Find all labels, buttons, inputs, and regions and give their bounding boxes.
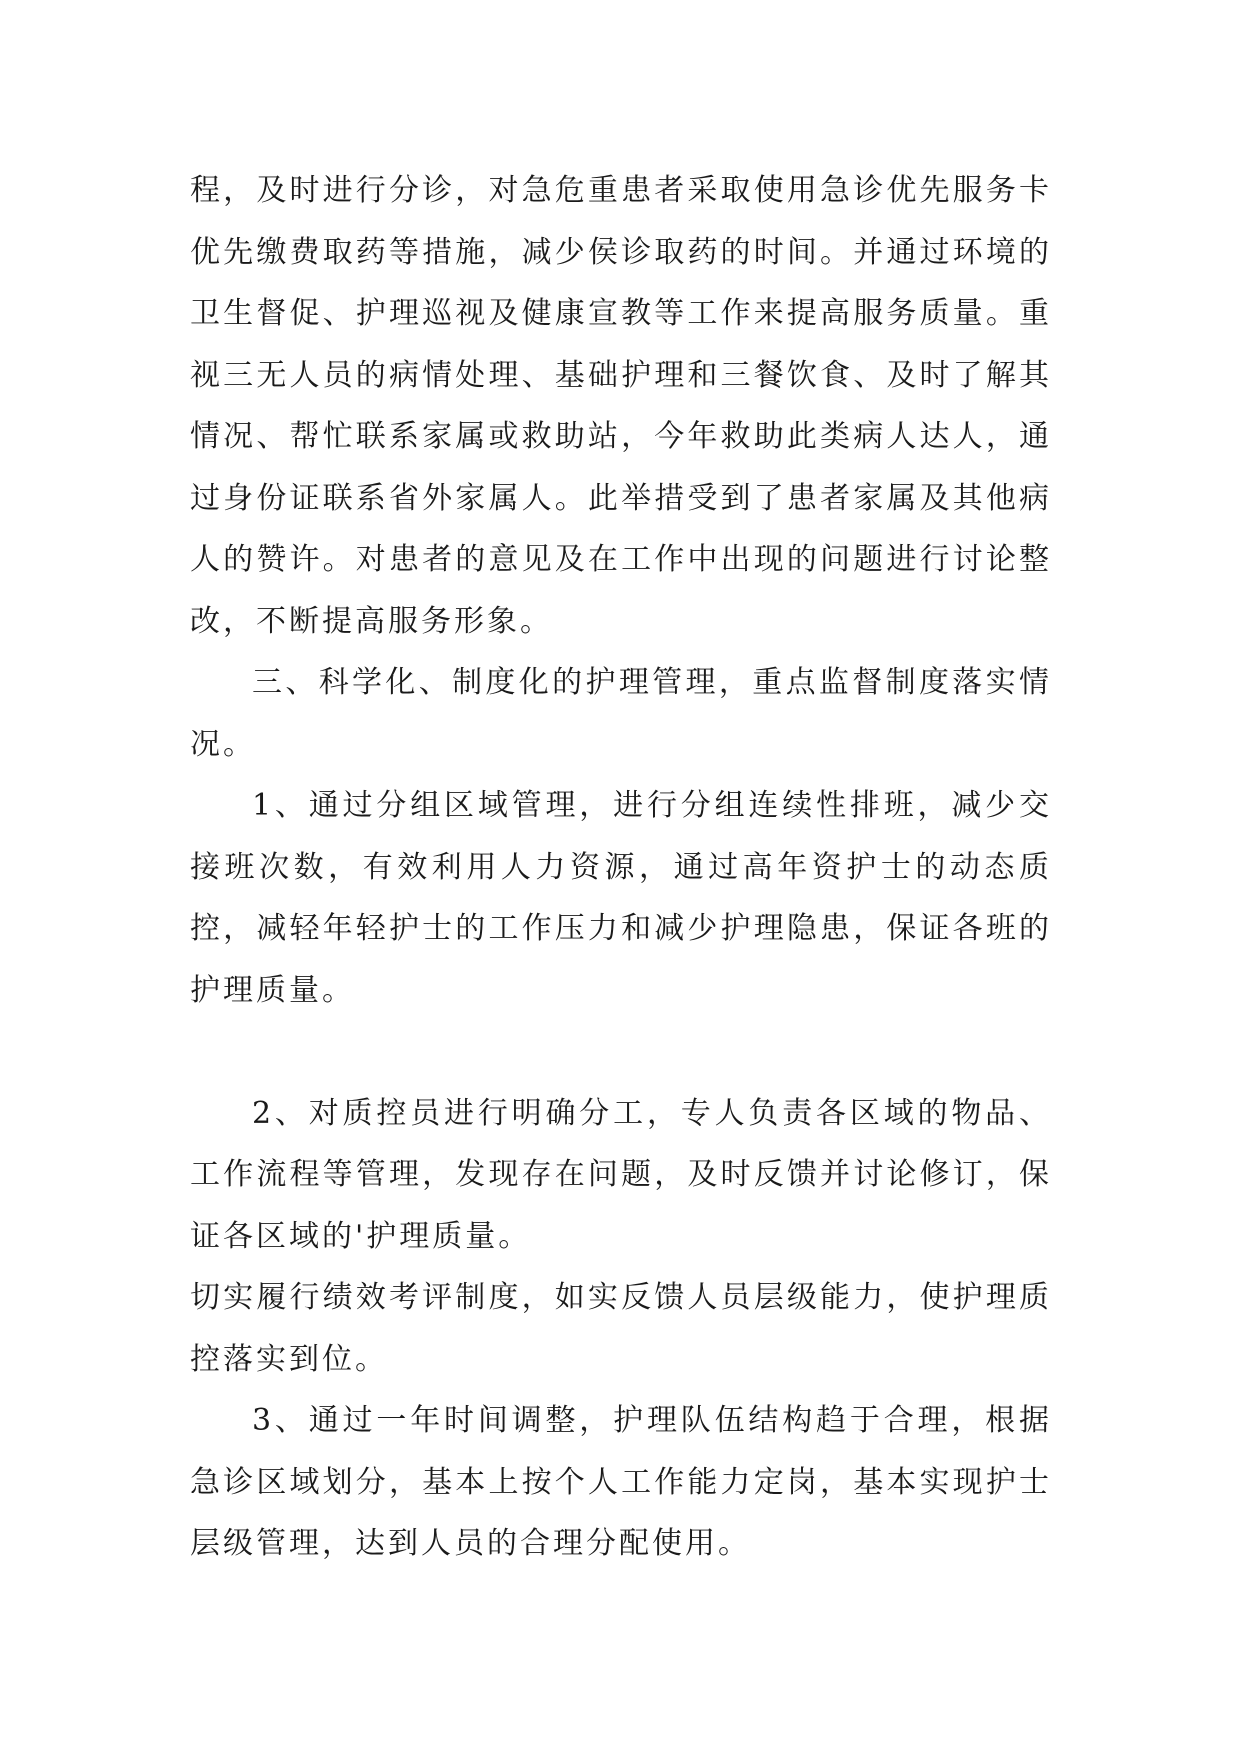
section-heading-nursing-management: 三、科学化、制度化的护理管理，重点监督制度落实情况。 [190, 665, 1052, 762]
paragraph-triage-service: 程，及时进行分诊，对急危重患者采取使用急诊优先服务卡优先缴费取药等措施，减少侯诊取药的时间。并通过环境的卫生督促、护理巡视及健康宣教等工作来提高服务质量。重视三无人员的病情处理、基础护理和三餐饮食、及时了解其情况、帮忙联系家属或救助站，今年救助此类病人达人，通过身份证联系省外家属人。此举措受到了患者家属及其他病人的赞许。对患者的意见及在工作中出现的问题进行讨论整改，不断提高服务形象。 [190, 173, 1052, 639]
paragraph-performance-review: 切实履行绩效考评制度，如实反馈人员层级能力，使护理质控落实到位。 [190, 1280, 1052, 1377]
document-body [190, 160, 1052, 1575]
paragraph-item-3: 3、通过一年时间调整，护理队伍结构趋于合理，根据急诊区域划分，基本上按个人工作能力定岗，基本实现护士层级管理，达到人员的合理分配使用。 [190, 1403, 1052, 1561]
paragraph-item-1: 1、通过分组区域管理，进行分组连续性排班，减少交接班次数，有效利用人力资源，通过高年资护士的动态质控，减轻年轻护士的工作压力和减少护理隐患，保证各班的护理质量。 [190, 788, 1052, 1008]
paragraph-spacer [190, 1021, 1052, 1083]
paragraph-item-2: 2、对质控员进行明确分工，专人负责各区域的物品、工作流程等管理，发现存在问题，及时反馈并讨论修订，保证各区域的'护理质量。 [190, 1095, 1052, 1254]
